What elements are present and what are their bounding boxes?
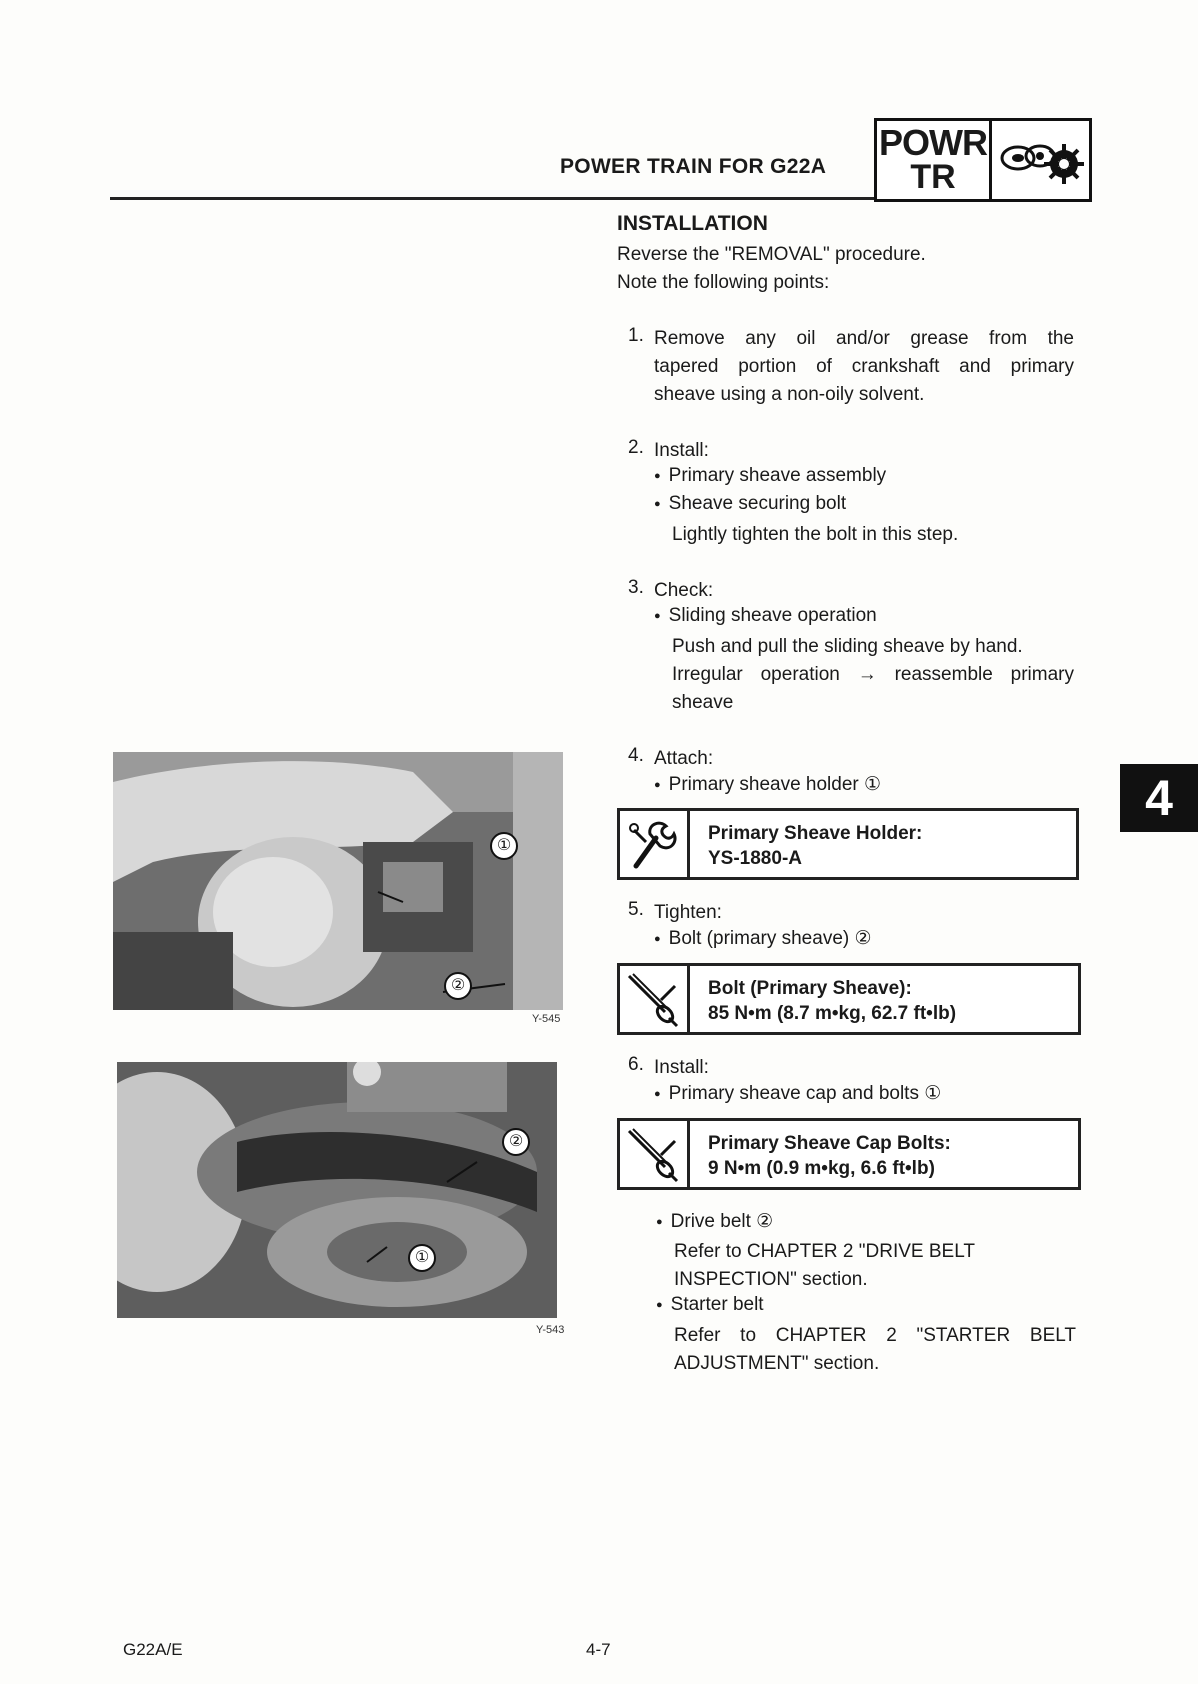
figure-1-photo	[113, 752, 563, 1010]
step-2-bullet-1: ● Primary sheave assembly	[654, 465, 886, 487]
step-4-number: 4.	[628, 745, 644, 766]
step-3-heading: Check:	[654, 580, 714, 601]
badge-text	[877, 121, 992, 199]
step-3-line-1: Push and pull the sliding sheave by hand.	[672, 636, 1023, 657]
figure-1-callout-2: ②	[444, 972, 472, 1000]
torque-spec-2-value: 9 N•m (0.9 m•kg, 6.6 ft•lb)	[708, 1158, 935, 1179]
step-1-line-1: Remove any oil and/or grease from the	[654, 328, 1074, 349]
figure-2-photo	[117, 1062, 557, 1318]
step-5-heading: Tighten:	[654, 902, 722, 923]
intro-line-2: Note the following points:	[617, 272, 830, 293]
step-3-line-3: sheave	[672, 692, 734, 713]
step-3-number: 3.	[628, 577, 644, 598]
step-6-bullet-2: ● Drive belt ②	[656, 1210, 773, 1233]
gears-icon	[992, 121, 1089, 199]
step-2-note: Lightly tighten the bolt in this step.	[672, 524, 959, 545]
footer-page-number: 4-7	[586, 1640, 611, 1659]
step-5-number: 5.	[628, 899, 644, 920]
step-2-heading: Install:	[654, 440, 709, 461]
torque-spec-1-text	[690, 966, 956, 1032]
step-6-bullet-2-line-2: INSPECTION" section.	[674, 1269, 868, 1290]
step-6-bullet-2-line-1: Refer to CHAPTER 2 "DRIVE BELT	[674, 1241, 975, 1262]
figure-2-callout-2: ②	[502, 1128, 530, 1156]
figure-2-caption: Y-543	[536, 1324, 565, 1336]
footer-model: G22A/E	[123, 1640, 183, 1659]
torque-spec-2-name: Primary Sheave Cap Bolts:	[708, 1133, 951, 1154]
torque-spec-1-name: Bolt (Primary Sheave):	[708, 978, 912, 999]
tool-spec-box	[617, 808, 1079, 880]
step-2-bullet-2: ● Sheave securing bolt	[654, 493, 846, 515]
step-1-line-2: tapered portion of crankshaft and primary	[654, 356, 1074, 377]
step-6-bullet-3-line-2: ADJUSTMENT" section.	[674, 1353, 880, 1374]
step-4-heading: Attach:	[654, 748, 714, 769]
chapter-tab: 4	[1120, 764, 1198, 832]
step-6-heading: Install:	[654, 1057, 709, 1078]
step-6-number: 6.	[628, 1054, 644, 1075]
badge-line1: POWR	[879, 122, 987, 163]
step-5-bullet-1: ● Bolt (primary sheave) ②	[654, 927, 872, 950]
section-badge	[874, 118, 1092, 202]
torque-spec-1-value: 85 N•m (8.7 m•kg, 62.7 ft•lb)	[708, 1003, 957, 1024]
step-3-line-2: Irregular operation → reassemble primary	[672, 664, 1074, 685]
torque-spec-box-2	[617, 1118, 1081, 1190]
section-title: INSTALLATION	[617, 212, 768, 235]
torque-wrench-icon	[620, 966, 690, 1032]
figure-1-callout-1: ①	[490, 832, 518, 860]
intro-line-1: Reverse the "REMOVAL" procedure.	[617, 244, 926, 265]
torque-wrench-icon	[620, 1121, 690, 1187]
tool-spec-name: Primary Sheave Holder:	[708, 823, 923, 844]
tool-spec-value: YS-1880-A	[708, 848, 802, 869]
step-1-line-3: sheave using a non-oily solvent.	[654, 384, 925, 405]
step-6-bullet-1: ● Primary sheave cap and bolts ①	[654, 1082, 941, 1105]
step-2-number: 2.	[628, 437, 644, 458]
page-header-title: POWER TRAIN FOR G22A	[560, 155, 827, 178]
step-6-bullet-3-line-1: Refer to CHAPTER 2 "STARTER BELT	[674, 1325, 1076, 1346]
special-tool-icon	[620, 811, 690, 877]
torque-spec-box-1	[617, 963, 1081, 1035]
step-3-bullet-1: ● Sliding sheave operation	[654, 605, 877, 627]
step-1-number: 1.	[628, 325, 644, 346]
step-4-bullet-1: ● Primary sheave holder ①	[654, 773, 881, 796]
badge-line2: TR	[910, 158, 956, 196]
figure-1-caption: Y-545	[532, 1013, 561, 1025]
figure-2-callout-1: ①	[408, 1244, 436, 1272]
torque-spec-2-text	[690, 1121, 951, 1187]
step-6-bullet-3: ● Starter belt	[656, 1294, 764, 1316]
tool-spec-text	[690, 811, 922, 877]
